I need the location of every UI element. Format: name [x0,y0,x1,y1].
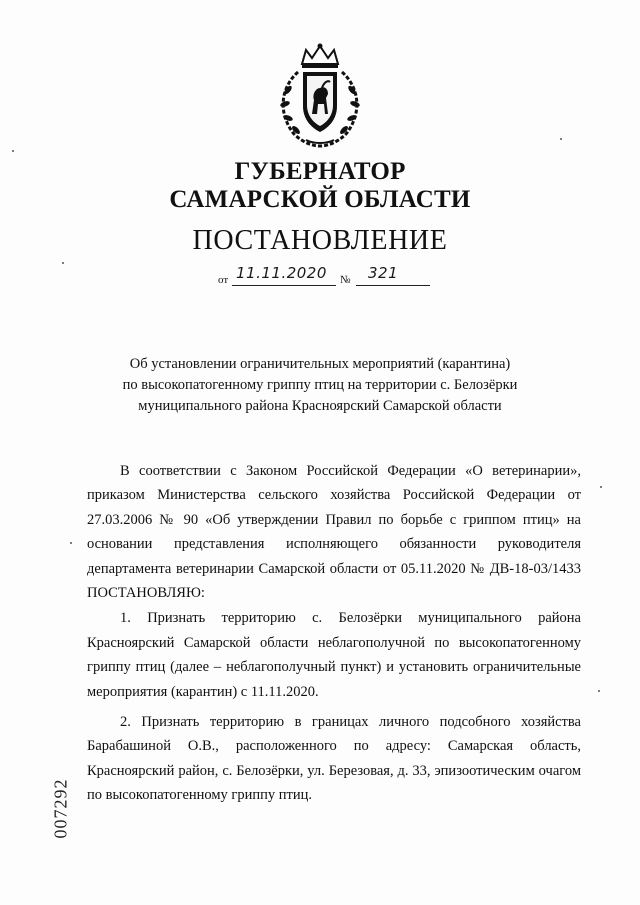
scan-speck [70,542,72,544]
subject-line-3: муниципального района Красноярский Самарской области [138,398,502,414]
subject-line-1: Об установлении ограничительных мероприятий (карантина) [129,356,511,372]
document-subject [0,354,640,417]
number-handwritten: 321 [368,264,399,282]
date-underline [232,285,336,286]
scan-speck [560,138,562,140]
serial-number: 007292 [50,778,71,839]
date-number-line [218,264,458,288]
preamble-paragraph: В соответствии с Законом Российской Федерации «О ветеринарии», приказом Министерства сельского хозяйства Российской Федерации от 27.03.2006 № 90 «Об утверждении Правил по борьбе с гриппом птиц» на основании представления исполняющего обязанности руководителя департамента ветеринарии Самарской области от 05.11.2020 № ДВ-18-03/1433 ПОСТАНОВЛЯЮ: [87,463,581,602]
scan-speck [62,262,64,264]
document-body [87,459,581,808]
date-from-label: от [218,274,229,286]
scan-speck [598,690,600,692]
subject-line-2: по высокопатогенному гриппу птиц на территории с. Белозёрки [122,377,518,393]
coat-of-arms-emblem [272,42,368,150]
title-governor: ГУБЕРНАТОР [234,158,406,185]
date-handwritten: 11.11.2020 [236,264,327,282]
serial-number-stamp [40,760,80,860]
scan-speck [600,486,602,488]
item-2-paragraph: 2. Признать территорию в границах личного подсобного хозяйства Барабашиной О.В., расположенного по адресу: Самарская область, Красноярский район, с. Белозёрки, ул. Березовая, д. 33, эпизоотическим очагом по высокопатогенному гриппу птиц. [87,714,581,804]
title-region: САМАРСКОЙ ОБЛАСТИ [169,186,471,213]
item-1-paragraph: 1. Признать территорию с. Белозёрки муниципального района Красноярский Самарской области неблагополучной по высокопатогенному гриппу птиц (далее – неблагополучный пункт) и установить ограничительные мероприятия (карантин) с 11.11.2020. [87,610,581,700]
scan-speck [12,150,14,152]
document-type: ПОСТАНОВЛЕНИЕ [192,225,448,256]
number-underline [356,285,430,286]
number-label: № [340,274,351,286]
